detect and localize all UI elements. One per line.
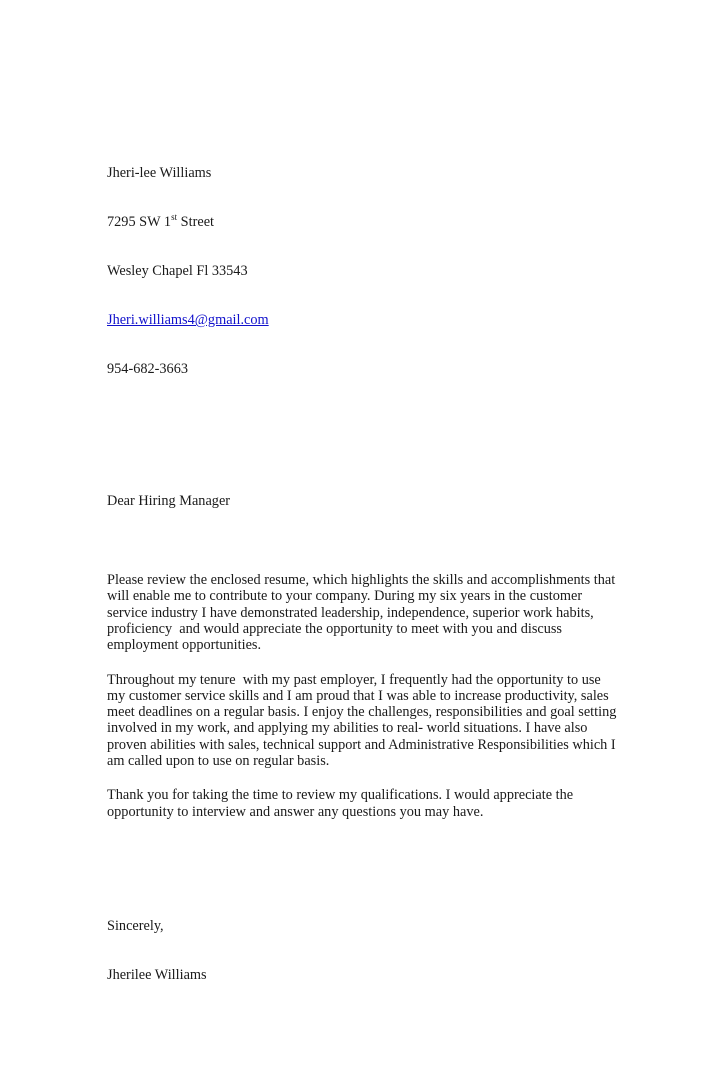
letter-body [107,572,647,820]
text-line: my customer service skills and I am proud that I was able to increase productivity, sales [107,687,609,704]
signature-name: Jherilee Williams [107,967,207,984]
sender-contact-block [107,133,647,410]
text-line: will enable me to contribute to your company. During my six years in the customer [107,588,583,605]
text-line: am called upon to use on regular basis. [107,752,330,769]
paragraph [107,787,647,820]
text-line: proven abilities with sales, technical support and Administrative Responsibilities which I [107,736,616,753]
sender-email-row [107,312,647,328]
sender-address-street: Street [177,214,215,231]
text-line: Throughout my tenure with my past employer, I frequently had the opportunity to use [107,671,601,688]
paragraph [107,672,647,770]
text-line: opportunity to interview and answer any questions you may have. [107,803,484,820]
sender-email-link[interactable]: Jheri.williams4@gmail.com [107,312,269,329]
sender-address-number: 7295 SW 1 [107,214,172,231]
sender-address [107,214,647,230]
closing: Sincerely, [107,918,164,935]
sender-name: Jheri-lee Williams [107,165,212,182]
sender-phone: 954-682-3663 [107,361,189,378]
salutation: Dear Hiring Manager [107,492,231,509]
text-line: service industry I have demonstrated leadership, independence, superior work habits, [107,604,594,621]
paragraph [107,572,647,653]
closing-block [107,886,647,1016]
text-line: meet deadlines on a regular basis. I enjoy the challenges, responsibilities and goal setting [107,704,617,721]
text-line: Please review the enclosed resume, which highlights the skills and accomplishments that [107,572,616,589]
text-line: employment opportunities. [107,637,262,654]
sender-city-state-zip: Wesley Chapel Fl 33543 [107,263,248,280]
text-line: involved in my work, and applying my abilities to real- world situations. I have also [107,720,588,737]
text-line: proficiency and would appreciate the opportunity to meet with you and discuss [107,620,563,637]
text-line: Thank you for taking the time to review my qualifications. I would appreciate the [107,787,574,804]
letter-content [107,84,647,1065]
sender-address-ordinal: st [171,212,178,223]
